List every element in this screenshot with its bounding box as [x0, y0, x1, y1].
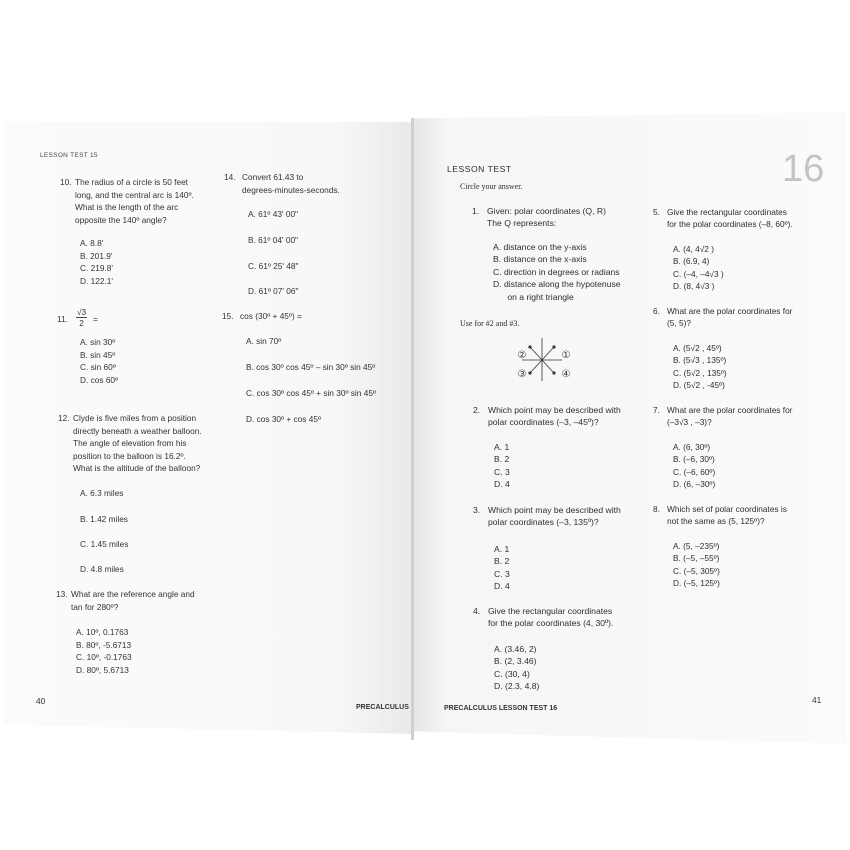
option[interactable]: B. 80º, -5.6713: [76, 639, 132, 650]
q5-text: Give the rectangular coordinates for the polar coordinates (–8, 60º).: [667, 207, 793, 230]
point-marker: [528, 345, 531, 348]
option-continuation: on a right triangle: [493, 291, 574, 302]
q3-number: 3.: [473, 505, 481, 515]
q7-options: [673, 441, 715, 491]
q12-text: Clyde is five miles from a position directly beneath a weather balloon. The angle of elevation from his position to the balloon is 16.2º. What is the altitude of the balloon?: [73, 413, 202, 474]
option[interactable]: A. 6.3 miles: [80, 488, 124, 498]
left-footer: PRECALCULUS: [356, 704, 409, 711]
option[interactable]: B. 1.42 miles: [80, 514, 128, 524]
option[interactable]: C. cos 30º cos 45º + sin 30º sin 45º: [246, 388, 376, 398]
option[interactable]: A. 8.8': [80, 238, 104, 248]
use-for-note: Use for #2 and #3.: [460, 319, 520, 328]
q13-number: 13.: [56, 589, 68, 599]
q4-text: Give the rectangular coordinates for the polar coordinates (4, 30º).: [488, 606, 614, 629]
right-page-number: 41: [812, 695, 822, 705]
option[interactable]: A. (3.46, 2): [494, 644, 537, 654]
right-footer: PRECALCULUS LESSON TEST 16: [444, 705, 558, 712]
q1-text: Given: polar coordinates (Q, R) The Q represents:: [487, 206, 606, 229]
option[interactable]: C. (5√2 , 135º): [673, 367, 727, 378]
q3-text: Which point may be described with polar coordinates (–3, 135º)?: [488, 505, 621, 528]
q4-number: 4.: [473, 606, 481, 616]
lesson-number: 16: [782, 148, 825, 190]
q13-text: What are the reference angle and tan for 280º?: [71, 589, 195, 612]
option[interactable]: D. (2.3, 4.8): [494, 681, 540, 692]
option[interactable]: A. sin 70º: [246, 336, 282, 346]
option[interactable]: A. distance on the y-axis: [493, 242, 587, 252]
option[interactable]: B. sin 45º: [80, 349, 116, 360]
option[interactable]: D. (–5, 125º): [673, 578, 720, 589]
option[interactable]: B. cos 30º cos 45º – sin 30º sin 45º: [246, 362, 376, 372]
option[interactable]: C. (–5, 305º): [673, 565, 720, 576]
q5-options: [673, 243, 724, 293]
option[interactable]: A. (5√2 , 45º): [673, 343, 722, 353]
option[interactable]: B. 2: [494, 556, 510, 567]
q1-number: 1.: [472, 206, 480, 216]
option[interactable]: D. 4: [494, 479, 510, 490]
q10-options: [80, 237, 113, 287]
q14-number: 14.: [224, 172, 236, 182]
option[interactable]: D. (8, 4√3 ): [673, 281, 715, 292]
option[interactable]: C. 3: [494, 466, 510, 477]
option[interactable]: A. 61º 43' 00": [248, 209, 299, 219]
label-point-4: ④: [561, 369, 571, 380]
q6-text: What are the polar coordinates for (5, 5)?: [667, 306, 793, 329]
option[interactable]: D. 122.1': [80, 275, 113, 286]
option[interactable]: B. (5√3 , 135º): [673, 355, 727, 366]
option[interactable]: B. 2: [494, 454, 510, 465]
option[interactable]: C. (–4, –4√3 ): [673, 268, 724, 279]
option[interactable]: B. 201.9': [80, 250, 113, 261]
q2-options: [494, 441, 510, 491]
option[interactable]: D. 61º 07' 06": [248, 286, 299, 296]
q2-text: Which point may be described with polar coordinates (–3, –45º)?: [488, 405, 621, 428]
q15-number: 15.: [222, 311, 234, 321]
q4-options: [494, 643, 539, 693]
option[interactable]: B. 61º 04' 00": [248, 235, 299, 245]
option[interactable]: D. cos 60º: [80, 374, 119, 385]
option[interactable]: B. (2, 3.46): [494, 656, 537, 667]
option[interactable]: B. (–6, 30º): [673, 454, 715, 465]
q8-text: Which set of polar coordinates is not the same as (5, 125º)?: [667, 504, 787, 527]
option[interactable]: D. (6, –30º): [673, 479, 716, 490]
point-marker: [552, 371, 555, 374]
option[interactable]: D. (5√2 , -45º): [673, 380, 725, 391]
option[interactable]: A. sin 30º: [80, 337, 116, 347]
q11-equals: =: [93, 314, 98, 324]
option[interactable]: D. 80º, 5.6713: [76, 664, 129, 675]
option[interactable]: C. 219.8': [80, 263, 113, 274]
option[interactable]: C. 10º, -0.1763: [76, 652, 132, 663]
option[interactable]: B. (6.9, 4): [673, 256, 710, 267]
q12-number: 12.: [58, 413, 70, 423]
left-page-number: 40: [36, 696, 46, 706]
option[interactable]: D. distance along the hypotenuse: [493, 279, 621, 290]
q11-options: [80, 336, 118, 386]
option[interactable]: A. (4, 4√2 ): [673, 244, 714, 254]
left-header: LESSON TEST 15: [40, 152, 98, 159]
option[interactable]: A. 1: [494, 544, 510, 554]
option[interactable]: C. direction in degrees or radians: [493, 266, 620, 277]
q1-options: [493, 241, 621, 303]
q6-number: 6.: [653, 306, 660, 316]
q6-options: [673, 342, 727, 392]
q10-number: 10.: [60, 177, 72, 187]
q3-options: [494, 543, 510, 593]
option[interactable]: A. 1: [494, 442, 510, 452]
label-point-1: ①: [561, 350, 571, 361]
option[interactable]: D. cos 30º + cos 45º: [246, 414, 322, 424]
option[interactable]: B. distance on the x-axis: [493, 254, 587, 265]
q7-text: What are the polar coordinates for (–3√3 , –3)?: [667, 405, 793, 428]
label-point-2: ②: [517, 350, 527, 361]
point-marker: [552, 345, 555, 348]
option[interactable]: D. 4: [494, 581, 510, 592]
option[interactable]: C. 3: [494, 568, 510, 579]
option[interactable]: A. (5, –235º): [673, 541, 720, 551]
option[interactable]: C. (–6, 60º): [673, 466, 716, 477]
label-point-3: ③: [517, 369, 527, 380]
q8-options: [673, 540, 720, 590]
q11-fraction: √3 2: [77, 307, 87, 328]
lesson-test-title: LESSON TEST: [447, 164, 512, 174]
q8-number: 8.: [653, 504, 660, 514]
polar-points-diagram: [508, 334, 576, 384]
option[interactable]: C. 61º 25' 48": [248, 261, 299, 271]
q13-options: [76, 626, 132, 676]
book-spine: [411, 118, 414, 740]
q2-number: 2.: [473, 405, 481, 415]
q7-number: 7.: [653, 405, 660, 415]
q10-text: The radius of a circle is 50 feet long, and the central arc is 140º. What is the length of the arc opposite the 140º angle?: [75, 177, 194, 225]
option[interactable]: C. (30, 4): [494, 668, 530, 679]
q5-number: 5.: [653, 207, 660, 217]
option[interactable]: B. (–5, –55º): [673, 553, 720, 564]
option[interactable]: D. 4.8 miles: [80, 564, 124, 574]
option[interactable]: C. sin 60º: [80, 362, 116, 373]
q14-text: Convert 61.43 to degrees-minutes-seconds.: [242, 172, 340, 195]
left-page: [4, 122, 412, 734]
option[interactable]: A. 10º, 0.1763: [76, 627, 129, 637]
q11-number: 11.: [57, 314, 68, 324]
option[interactable]: C. 1.45 miles: [80, 539, 129, 549]
q15-prompt: cos (30º + 45º) =: [240, 311, 302, 321]
option[interactable]: A. (6, 30º): [673, 442, 711, 452]
point-marker: [528, 371, 531, 374]
instruction: Circle your answer.: [460, 182, 523, 191]
